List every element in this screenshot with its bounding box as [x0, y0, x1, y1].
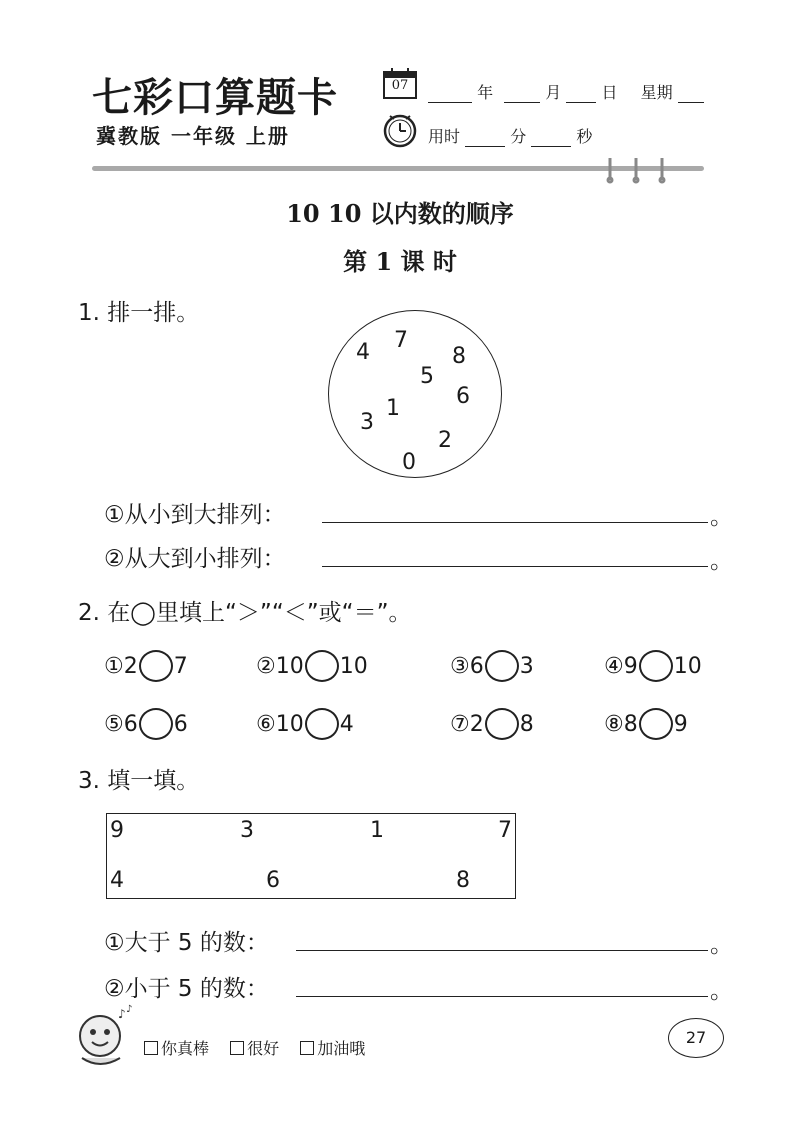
box-number: 6: [266, 868, 280, 893]
circle-number: 0: [402, 450, 416, 475]
self-eval-options: [144, 1036, 365, 1059]
q3b-label: ②小于 5 的数：: [104, 976, 269, 1002]
svg-text:♪: ♪: [118, 1007, 126, 1021]
compare-right: 9: [673, 711, 688, 737]
compare-label: ①: [104, 653, 124, 679]
edition-label: 冀教版 一年级 上册: [96, 124, 290, 148]
time-line: [428, 124, 592, 147]
year-blank[interactable]: [428, 102, 472, 103]
year-label: 年: [477, 83, 494, 102]
lesson-title: 第 1 课 时: [343, 247, 457, 276]
option-great: 你真棒: [161, 1039, 210, 1058]
time-used-label: 用时: [428, 127, 461, 146]
circle-number: 1: [386, 396, 400, 421]
compare-circle-blank[interactable]: [485, 708, 519, 740]
circle-number: 6: [456, 384, 470, 409]
second-label: 秒: [576, 127, 593, 146]
q3a-label: ①大于 5 的数：: [104, 930, 269, 956]
circle-number: 3: [360, 410, 374, 435]
compare-right: 7: [173, 653, 188, 679]
checkbox-keep-going[interactable]: [300, 1041, 314, 1055]
compare-left: 8: [623, 711, 638, 737]
calendar-day: 07: [391, 78, 409, 93]
compare-label: ⑦: [450, 711, 470, 737]
compare-item: [104, 650, 188, 682]
compare-item: [450, 708, 534, 740]
checkbox-good[interactable]: [230, 1041, 244, 1055]
day-label: 日: [601, 83, 618, 102]
box-number: 7: [498, 818, 512, 843]
compare-item: [256, 650, 368, 682]
compare-circle-blank[interactable]: [639, 708, 673, 740]
number-box: [106, 813, 516, 899]
weekday-label: 星期: [640, 83, 673, 102]
unit-title: 10 10 以内数的顺序: [286, 199, 514, 228]
compare-label: ②: [256, 653, 276, 679]
compare-item: [604, 708, 688, 740]
minute-blank[interactable]: [465, 146, 505, 147]
day-blank[interactable]: [566, 102, 596, 103]
compare-item: [604, 650, 702, 682]
date-line: [428, 80, 704, 103]
option-keep-going: 加油哦: [317, 1039, 366, 1058]
q3b-answer-line[interactable]: [296, 996, 708, 997]
circle-number: 5: [420, 364, 434, 389]
month-blank[interactable]: [504, 102, 540, 103]
compare-item: [104, 708, 188, 740]
month-label: 月: [545, 83, 562, 102]
box-number: 9: [110, 818, 124, 843]
q2-prompt: 2. 在◯里填上“＞”“＜”或“＝”。: [78, 600, 412, 626]
circle-number: 4: [356, 340, 370, 365]
compare-right: 3: [519, 653, 534, 679]
compare-left: 2: [123, 653, 138, 679]
compare-item: [450, 650, 534, 682]
brand-title: 七彩口算题卡: [92, 74, 338, 121]
compare-left: 6: [469, 653, 484, 679]
cartoon-mascot-icon: [70, 1004, 136, 1070]
q3a-answer-line[interactable]: [296, 950, 708, 951]
compare-label: ③: [450, 653, 470, 679]
q3-prompt: 3. 填一填。: [78, 768, 200, 794]
q3b-end: 。: [710, 978, 733, 1004]
option-good: 很好: [247, 1039, 280, 1058]
compare-label: ④: [604, 653, 624, 679]
box-number: 3: [240, 818, 254, 843]
compare-right: 10: [339, 653, 368, 679]
circle-number: 7: [394, 328, 408, 353]
compare-item: [256, 708, 354, 740]
compare-right: 4: [339, 711, 354, 737]
compare-circle-blank[interactable]: [485, 650, 519, 682]
compare-left: 10: [275, 711, 304, 737]
minute-label: 分: [510, 127, 527, 146]
q3a-end: 。: [710, 932, 733, 958]
compare-left: 2: [469, 711, 484, 737]
box-number: 8: [456, 868, 470, 893]
compare-label: ⑧: [604, 711, 624, 737]
q1-prompt: 1. 排一排。: [78, 300, 200, 326]
compare-right: 10: [673, 653, 702, 679]
q1b-end: 。: [710, 548, 733, 574]
compare-label: ⑥: [256, 711, 276, 737]
compare-left: 9: [623, 653, 638, 679]
compare-left: 10: [275, 653, 304, 679]
compare-circle-blank[interactable]: [639, 650, 673, 682]
circle-number: 8: [452, 344, 466, 369]
binder-rings-icon: [600, 156, 670, 184]
compare-circle-blank[interactable]: [139, 708, 173, 740]
compare-left: 6: [123, 711, 138, 737]
second-blank[interactable]: [531, 146, 571, 147]
page-number: 27: [668, 1018, 724, 1058]
compare-circle-blank[interactable]: [305, 650, 339, 682]
q1a-label: ①从小到大排列：: [104, 502, 286, 528]
checkbox-great[interactable]: [144, 1041, 158, 1055]
compare-circle-blank[interactable]: [305, 708, 339, 740]
box-number: 1: [370, 818, 384, 843]
clock-icon: [382, 112, 418, 148]
compare-circle-blank[interactable]: [139, 650, 173, 682]
box-number: 4: [110, 868, 124, 893]
q1a-end: 。: [710, 504, 733, 530]
compare-label: ⑤: [104, 711, 124, 737]
svg-text:♪: ♪: [126, 1004, 133, 1015]
weekday-blank[interactable]: [678, 102, 704, 103]
compare-right: 8: [519, 711, 534, 737]
q1b-answer-line[interactable]: [322, 566, 708, 567]
compare-right: 6: [173, 711, 188, 737]
q1b-label: ②从大到小排列：: [104, 546, 286, 572]
circle-number: 2: [438, 428, 452, 453]
q1a-answer-line[interactable]: [322, 522, 708, 523]
